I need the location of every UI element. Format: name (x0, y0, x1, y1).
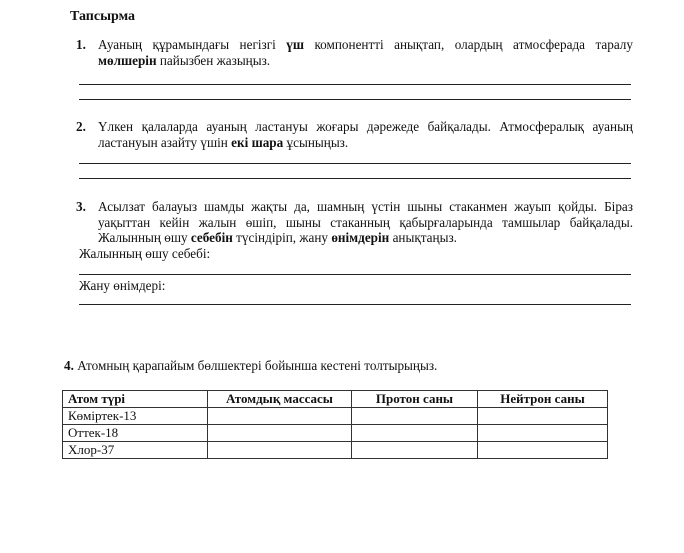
table-header: Протон саны (352, 391, 478, 408)
question-1 (76, 37, 633, 68)
answer-cell[interactable] (478, 408, 608, 425)
burning-stop-reason-label: Жалынның өшу себебі: (79, 246, 211, 261)
table-cell: Оттек-18 (63, 425, 208, 442)
table-header: Нейтрон саны (478, 391, 608, 408)
answer-cell[interactable] (478, 442, 608, 459)
question-4-text: Атомның қарапайым бөлшектері бойынша кестені толтырыңыз. (77, 358, 438, 373)
page-title: Тапсырма (70, 9, 136, 24)
answer-cell[interactable] (208, 442, 352, 459)
answer-line[interactable] (79, 163, 631, 164)
table-row (63, 442, 608, 459)
question-3 (76, 199, 633, 246)
question-4 (64, 358, 437, 374)
answer-cell[interactable] (478, 425, 608, 442)
question-1-number: 1. (76, 37, 86, 52)
answer-line[interactable] (79, 84, 631, 85)
table-header: Атомдық массасы (208, 391, 352, 408)
answer-cell[interactable] (352, 442, 478, 459)
answer-cell[interactable] (208, 408, 352, 425)
question-3-number: 3. (76, 199, 86, 214)
answer-cell[interactable] (352, 425, 478, 442)
table-cell: Хлор-37 (63, 442, 208, 459)
question-1-text: Ауаның құрамындағы негізгі үш компонентті анықтап, олардың атмосферада таралу мөлшерін пайызбен жазыңыз. (98, 37, 633, 68)
answer-cell[interactable] (208, 425, 352, 442)
answer-line[interactable] (79, 99, 631, 100)
combustion-products-label: Жану өнімдері: (79, 278, 166, 293)
particles-table (62, 390, 608, 459)
table-row (63, 425, 608, 442)
answer-line[interactable] (79, 178, 631, 179)
table-row (63, 408, 608, 425)
answer-line[interactable] (79, 274, 631, 275)
table-cell: Көміртек-13 (63, 408, 208, 425)
answer-cell[interactable] (352, 408, 478, 425)
question-2-number: 2. (76, 119, 86, 134)
question-4-number: 4. (64, 358, 74, 373)
table-header-row (63, 391, 608, 408)
question-2 (76, 119, 633, 150)
question-2-text: Үлкен қалаларда ауаның ластануы жоғары дәрежеде байқалады. Атмосфералық ауаның ластануын азайту үшін екі шара ұсыныңыз. (98, 119, 633, 150)
table-header: Атом түрі (63, 391, 208, 408)
question-3-text: Асылзат балауыз шамды жақты да, шамның үстін шыны стаканмен жауып қойды. Біраз уақыттан кейін жалын өшіп, шыны стаканның қабырғаларында тамшылар байқалады. Жалынның өшу себебін түсіндіріп, жану өнімдерін анықтаңыз. (98, 199, 633, 245)
answer-line[interactable] (79, 304, 631, 305)
